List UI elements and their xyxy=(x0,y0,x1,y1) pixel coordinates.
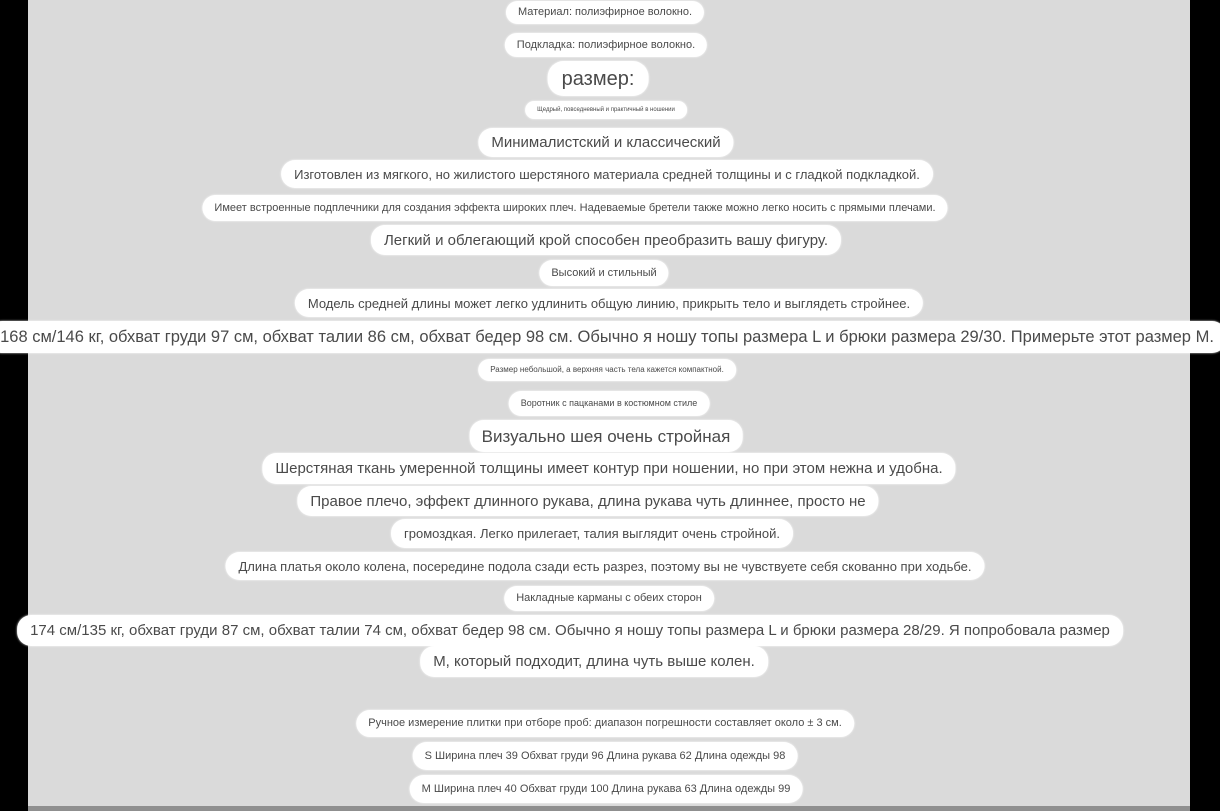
fit-line: Легкий и облегающий крой способен преобразить вашу фигуру. xyxy=(371,225,841,255)
size-heading: размер: xyxy=(548,61,649,96)
shoulder-pads-line: Имеет встроенные подплечники для создания эффекта широких плеч. Надеваемые бретели также можно легко носить с прямыми плечами. xyxy=(202,195,947,221)
measurement-note: Ручное измерение плитки при отборе проб: диапазон погрешности составляет около ± 3 см. xyxy=(356,710,854,737)
size-m-row: M Ширина плеч 40 Обхват груди 100 Длина рукава 63 Длина одежды 99 xyxy=(410,775,803,803)
small-size-note: Размер небольшой, а верхняя часть тела кажется компактной. xyxy=(478,359,736,381)
bottom-divider xyxy=(28,806,1190,811)
tiny-caption: Щедрый, повседневный и практичный в ношении xyxy=(525,101,687,119)
mid-length-line: Модель средней длины может легко удлинить общую линию, прикрыть тело и выглядеть стройнее. xyxy=(295,289,923,317)
style-heading: Минималистский и классический xyxy=(478,128,733,157)
model-params-1: 168 см/146 кг, обхват груди 97 см, обхват талии 86 см, обхват бедер 98 см. Обычно я ношу топы размера L и брюки размера 29/30. Примерьте этот размер M. xyxy=(0,321,1220,353)
wool-fabric-line: Шерстяная ткань умеренной толщины имеет контур при ношении, но при этом нежна и удобна. xyxy=(262,453,955,484)
waist-line: громоздкая. Легко прилегает, талия выглядит очень стройной. xyxy=(391,519,793,548)
lining-line: Подкладка: полиэфирное волокно. xyxy=(505,33,707,57)
dress-length-line: Длина платья около колена, посередине подола сзади есть разрез, поэтому вы не чувствуете себя скованно при ходьбе. xyxy=(226,552,985,580)
tall-stylish-line: Высокий и стильный xyxy=(539,260,668,286)
model-params-2-cont: M, который подходит, длина чуть выше колен. xyxy=(420,646,768,677)
material-line: Материал: полиэфирное волокно. xyxy=(506,1,704,24)
model-params-2: 174 см/135 кг, обхват груди 87 см, обхват талии 74 см, обхват бедер 98 см. Обычно я ношу топы размера L и брюки размера 28/29. Я попробовала размер xyxy=(17,615,1123,646)
shoulder-sleeve-line: Правое плечо, эффект длинного рукава, длина рукава чуть длиннее, просто не xyxy=(297,486,878,516)
slim-neck-heading: Визуально шея очень стройная xyxy=(470,420,743,452)
lapel-collar-line: Воротник с пацканами в костюмном стиле xyxy=(509,391,710,416)
size-s-row: S Ширина плеч 39 Обхват груди 96 Длина рукава 62 Длина одежды 98 xyxy=(413,742,798,770)
pockets-line: Накладные карманы с обеих сторон xyxy=(504,586,714,611)
fabric-line: Изготовлен из мягкого, но жилистого шерстяного материала средней толщины и с гладкой подкладкой. xyxy=(281,160,933,188)
